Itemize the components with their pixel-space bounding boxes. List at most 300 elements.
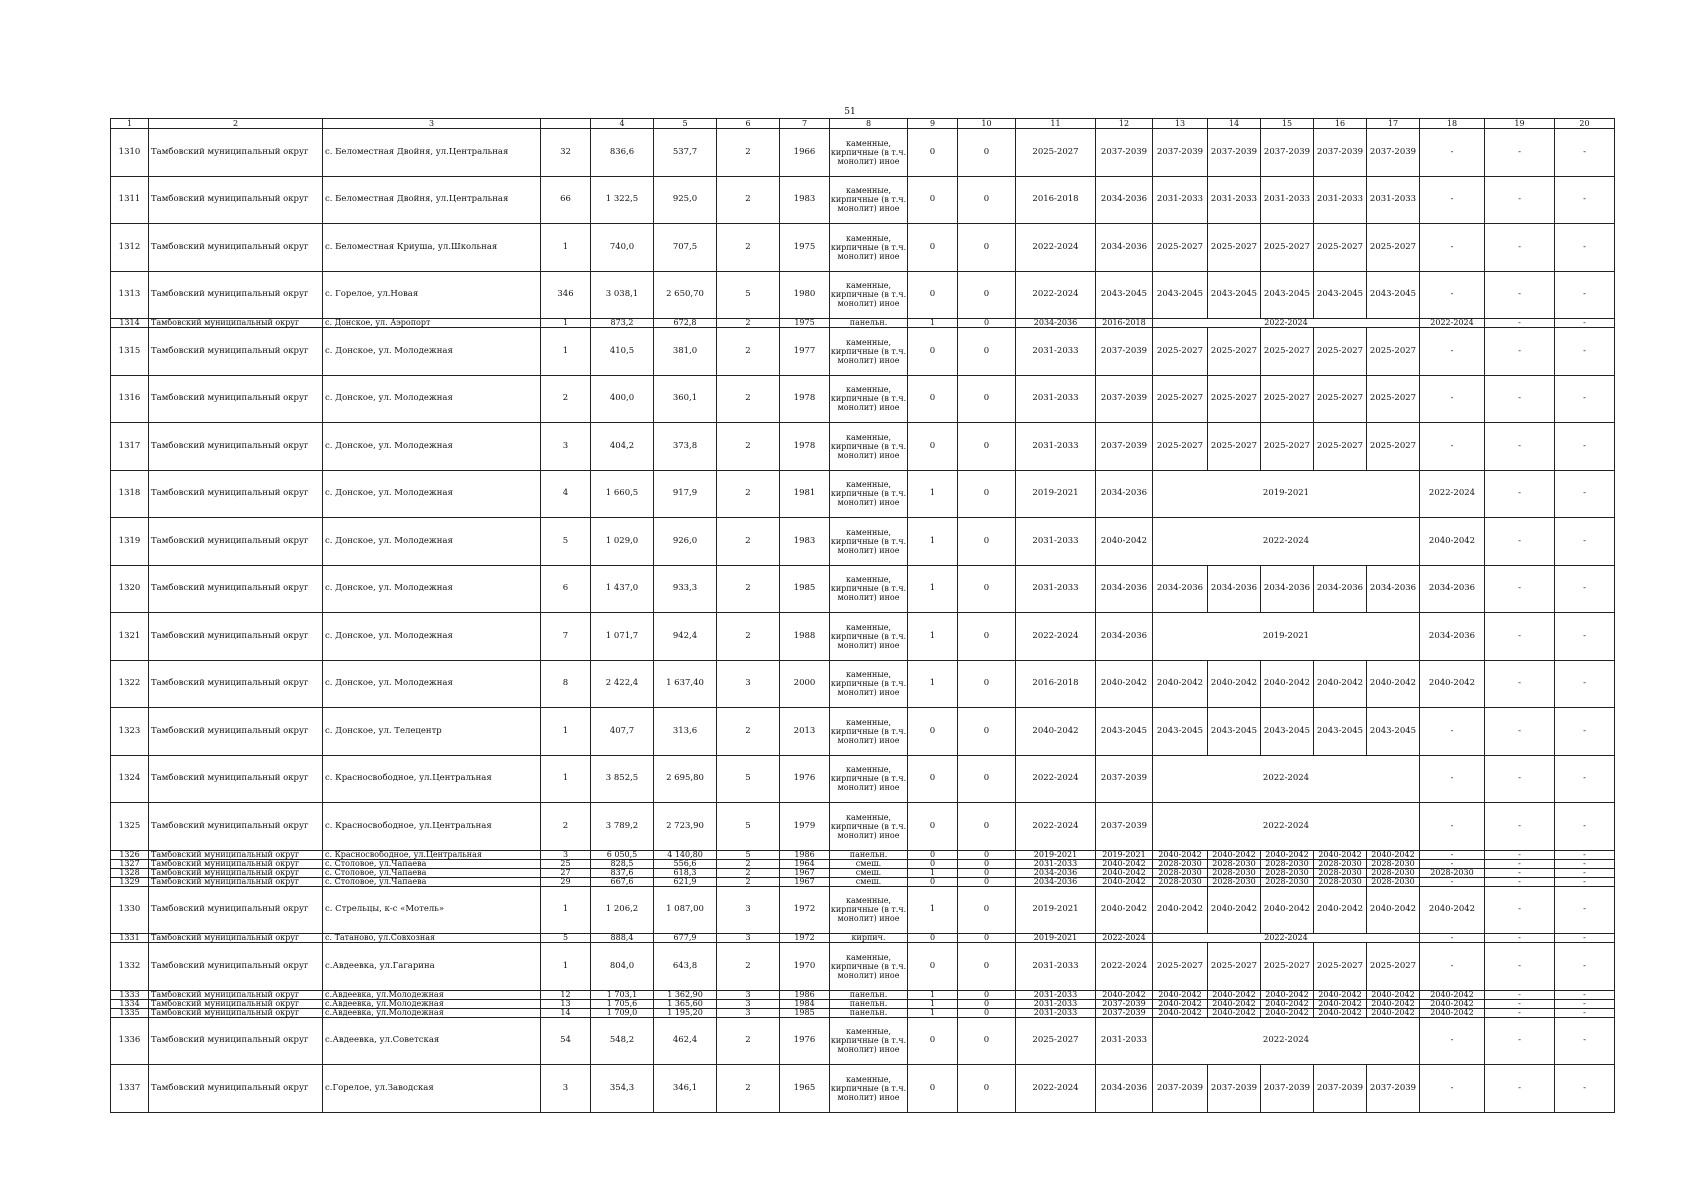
floors-cell: 2 <box>717 708 780 756</box>
living-area-cell: 672,8 <box>654 319 717 328</box>
period-col15-cell: 2040-2042 <box>1261 850 1314 859</box>
column-number: 15 <box>1261 119 1314 129</box>
col19-cell: - <box>1485 613 1555 661</box>
period-col15-cell: 2043-2045 <box>1261 708 1314 756</box>
house-number-cell: 32 <box>541 129 591 177</box>
period-col16-cell: 2037-2039 <box>1314 1065 1367 1113</box>
wall-material-cell: каменные, кирпичные (в т.ч. монолит) иное <box>830 565 908 613</box>
year-built-cell: 1978 <box>780 423 830 471</box>
period-col14-cell: 2037-2039 <box>1208 1065 1261 1113</box>
period-col12-cell: 2040-2042 <box>1096 868 1153 877</box>
period-col12-cell: 2034-2036 <box>1096 1065 1153 1113</box>
year-built-cell: 1966 <box>780 129 830 177</box>
period-col12-cell: 2034-2036 <box>1096 565 1153 613</box>
col9-cell: 0 <box>908 859 958 868</box>
col20-cell: - <box>1555 943 1615 991</box>
row-id: 1337 <box>111 1065 149 1113</box>
col10-cell: 0 <box>958 708 1016 756</box>
period-col12-cell: 2037-2039 <box>1096 423 1153 471</box>
col19-cell: - <box>1485 803 1555 851</box>
floors-cell: 2 <box>717 176 780 224</box>
period-col12-cell: 2037-2039 <box>1096 999 1153 1008</box>
total-area-cell: 1 705,6 <box>591 999 654 1008</box>
year-built-cell: 1972 <box>780 886 830 934</box>
house-number-cell: 1 <box>541 943 591 991</box>
period-col14-cell: 2040-2042 <box>1208 660 1261 708</box>
district-cell: Тамбовский муниципальный округ <box>149 129 323 177</box>
period-col11-cell: 2022-2024 <box>1016 755 1096 803</box>
row-id: 1332 <box>111 943 149 991</box>
col20-cell: - <box>1555 755 1615 803</box>
address-cell: с. Донское, ул. Молодежная <box>323 660 541 708</box>
col20-cell: - <box>1555 999 1615 1008</box>
col19-cell: - <box>1485 1008 1555 1017</box>
floors-cell: 3 <box>717 934 780 943</box>
house-number-cell: 8 <box>541 660 591 708</box>
address-cell: с.Авдеевка, ул.Молодежная <box>323 990 541 999</box>
col10-cell: 0 <box>958 943 1016 991</box>
period-merged-cell: 2019-2021 <box>1153 470 1420 518</box>
year-built-cell: 1986 <box>780 850 830 859</box>
district-cell: Тамбовский муниципальный округ <box>149 999 323 1008</box>
period-col15-cell: 2040-2042 <box>1261 886 1314 934</box>
col19-cell: - <box>1485 943 1555 991</box>
period-col15-cell: 2028-2030 <box>1261 868 1314 877</box>
col10-cell: 0 <box>958 886 1016 934</box>
table-row <box>111 271 1615 319</box>
col9-cell: 0 <box>908 877 958 886</box>
period-col16-cell: 2025-2027 <box>1314 375 1367 423</box>
period-col12-cell: 2034-2036 <box>1096 613 1153 661</box>
table-row <box>111 129 1615 177</box>
row-id: 1334 <box>111 999 149 1008</box>
wall-material-cell: каменные, кирпичные (в т.ч. монолит) иное <box>830 1065 908 1113</box>
col19-cell: - <box>1485 375 1555 423</box>
wall-material-cell: каменные, кирпичные (в т.ч. монолит) иное <box>830 328 908 376</box>
period-col13-cell: 2040-2042 <box>1153 660 1208 708</box>
floors-cell: 3 <box>717 660 780 708</box>
period-merged-cell: 2022-2024 <box>1153 518 1420 566</box>
col10-cell: 0 <box>958 470 1016 518</box>
address-cell: с. Столовое, ул.Чапаева <box>323 877 541 886</box>
year-built-cell: 2013 <box>780 708 830 756</box>
period-col12-cell: 2040-2042 <box>1096 886 1153 934</box>
district-cell: Тамбовский муниципальный округ <box>149 850 323 859</box>
col10-cell: 0 <box>958 999 1016 1008</box>
district-cell: Тамбовский муниципальный округ <box>149 803 323 851</box>
col20-cell: - <box>1555 328 1615 376</box>
period-col12-cell: 2040-2042 <box>1096 877 1153 886</box>
column-number: 3 <box>323 119 541 129</box>
district-cell: Тамбовский муниципальный округ <box>149 224 323 272</box>
living-area-cell: 2 650,70 <box>654 271 717 319</box>
floors-cell: 3 <box>717 1008 780 1017</box>
year-built-cell: 1986 <box>780 990 830 999</box>
period-col17-cell: 2037-2039 <box>1367 1065 1420 1113</box>
house-number-cell: 3 <box>541 850 591 859</box>
year-built-cell: 1972 <box>780 934 830 943</box>
col19-cell: - <box>1485 176 1555 224</box>
row-id: 1333 <box>111 990 149 999</box>
floors-cell: 2 <box>717 877 780 886</box>
col10-cell: 0 <box>958 850 1016 859</box>
house-number-cell: 4 <box>541 470 591 518</box>
period-col16-cell: 2028-2030 <box>1314 859 1367 868</box>
period-col14-cell: 2031-2033 <box>1208 176 1261 224</box>
floors-cell: 2 <box>717 859 780 868</box>
col10-cell: 0 <box>958 375 1016 423</box>
period-col15-cell: 2043-2045 <box>1261 271 1314 319</box>
table-row <box>111 319 1615 328</box>
period-col18-cell: 2040-2042 <box>1420 999 1485 1008</box>
address-cell: с. Красносвободное, ул.Центральная <box>323 850 541 859</box>
col19-cell: - <box>1485 999 1555 1008</box>
column-number: 2 <box>149 119 323 129</box>
house-number-cell: 1 <box>541 886 591 934</box>
period-col13-cell: 2043-2045 <box>1153 271 1208 319</box>
col9-cell: 0 <box>908 271 958 319</box>
table-row <box>111 565 1615 613</box>
floors-cell: 3 <box>717 999 780 1008</box>
period-col13-cell: 2040-2042 <box>1153 886 1208 934</box>
total-area-cell: 1 029,0 <box>591 518 654 566</box>
district-cell: Тамбовский муниципальный округ <box>149 423 323 471</box>
wall-material-cell: каменные, кирпичные (в т.ч. монолит) иное <box>830 708 908 756</box>
col10-cell: 0 <box>958 328 1016 376</box>
table-row <box>111 943 1615 991</box>
column-number: 11 <box>1016 119 1096 129</box>
period-col17-cell: 2043-2045 <box>1367 271 1420 319</box>
wall-material-cell: панельн. <box>830 850 908 859</box>
wall-material-cell: каменные, кирпичные (в т.ч. монолит) иное <box>830 375 908 423</box>
row-id: 1320 <box>111 565 149 613</box>
table-row <box>111 423 1615 471</box>
period-col18-cell: - <box>1420 328 1485 376</box>
column-number <box>541 119 591 129</box>
col9-cell: 1 <box>908 518 958 566</box>
col20-cell: - <box>1555 518 1615 566</box>
period-col14-cell: 2037-2039 <box>1208 129 1261 177</box>
period-col16-cell: 2025-2027 <box>1314 423 1367 471</box>
wall-material-cell: панельн. <box>830 999 908 1008</box>
col10-cell: 0 <box>958 565 1016 613</box>
period-col12-cell: 2040-2042 <box>1096 990 1153 999</box>
table-row <box>111 518 1615 566</box>
address-cell: с. Горелое, ул.Новая <box>323 271 541 319</box>
table-row <box>111 934 1615 943</box>
living-area-cell: 360,1 <box>654 375 717 423</box>
column-number: 7 <box>780 119 830 129</box>
address-cell: с. Красносвободное, ул.Центральная <box>323 755 541 803</box>
period-col14-cell: 2025-2027 <box>1208 943 1261 991</box>
address-cell: с. Беломестная Двойня, ул.Центральная <box>323 129 541 177</box>
address-cell: с.Авдеевка, ул.Советская <box>323 1017 541 1065</box>
year-built-cell: 1970 <box>780 943 830 991</box>
total-area-cell: 740,0 <box>591 224 654 272</box>
district-cell: Тамбовский муниципальный округ <box>149 565 323 613</box>
floors-cell: 2 <box>717 423 780 471</box>
living-area-cell: 2 695,80 <box>654 755 717 803</box>
period-col13-cell: 2028-2030 <box>1153 877 1208 886</box>
period-col16-cell: 2031-2033 <box>1314 176 1367 224</box>
period-col13-cell: 2040-2042 <box>1153 999 1208 1008</box>
wall-material-cell: каменные, кирпичные (в т.ч. монолит) иное <box>830 423 908 471</box>
house-number-cell: 7 <box>541 613 591 661</box>
year-built-cell: 1977 <box>780 328 830 376</box>
district-cell: Тамбовский муниципальный округ <box>149 708 323 756</box>
housing-register-table <box>110 118 1615 1113</box>
living-area-cell: 1 195,20 <box>654 1008 717 1017</box>
floors-cell: 2 <box>717 1017 780 1065</box>
period-col14-cell: 2043-2045 <box>1208 708 1261 756</box>
column-number: 5 <box>654 119 717 129</box>
col19-cell: - <box>1485 886 1555 934</box>
total-area-cell: 873,2 <box>591 319 654 328</box>
house-number-cell: 5 <box>541 934 591 943</box>
period-col11-cell: 2031-2033 <box>1016 328 1096 376</box>
column-number: 17 <box>1367 119 1420 129</box>
living-area-cell: 381,0 <box>654 328 717 376</box>
column-number: 16 <box>1314 119 1367 129</box>
year-built-cell: 1965 <box>780 1065 830 1113</box>
period-col18-cell: - <box>1420 803 1485 851</box>
floors-cell: 2 <box>717 470 780 518</box>
living-area-cell: 925,0 <box>654 176 717 224</box>
period-col12-cell: 2019-2021 <box>1096 850 1153 859</box>
row-id: 1329 <box>111 877 149 886</box>
year-built-cell: 1967 <box>780 868 830 877</box>
living-area-cell: 917,9 <box>654 470 717 518</box>
period-col14-cell: 2028-2030 <box>1208 868 1261 877</box>
period-col16-cell: 2040-2042 <box>1314 990 1367 999</box>
floors-cell: 3 <box>717 990 780 999</box>
period-col12-cell: 2022-2024 <box>1096 943 1153 991</box>
table-row <box>111 990 1615 999</box>
period-col15-cell: 2040-2042 <box>1261 990 1314 999</box>
col19-cell: - <box>1485 1065 1555 1113</box>
period-col15-cell: 2037-2039 <box>1261 1065 1314 1113</box>
col10-cell: 0 <box>958 271 1016 319</box>
total-area-cell: 6 050,5 <box>591 850 654 859</box>
col10-cell: 0 <box>958 868 1016 877</box>
col9-cell: 1 <box>908 990 958 999</box>
year-built-cell: 1985 <box>780 565 830 613</box>
period-col11-cell: 2022-2024 <box>1016 224 1096 272</box>
col9-cell: 0 <box>908 943 958 991</box>
period-col16-cell: 2034-2036 <box>1314 565 1367 613</box>
district-cell: Тамбовский муниципальный округ <box>149 328 323 376</box>
col9-cell: 1 <box>908 886 958 934</box>
period-col16-cell: 2040-2042 <box>1314 886 1367 934</box>
address-cell: с. Донское, ул. Молодежная <box>323 470 541 518</box>
wall-material-cell: каменные, кирпичные (в т.ч. монолит) иное <box>830 613 908 661</box>
period-col11-cell: 2031-2033 <box>1016 423 1096 471</box>
col20-cell: - <box>1555 850 1615 859</box>
total-area-cell: 400,0 <box>591 375 654 423</box>
period-col17-cell: 2028-2030 <box>1367 877 1420 886</box>
col9-cell: 0 <box>908 1065 958 1113</box>
floors-cell: 2 <box>717 565 780 613</box>
total-area-cell: 548,2 <box>591 1017 654 1065</box>
period-col11-cell: 2031-2033 <box>1016 943 1096 991</box>
period-merged-cell: 2022-2024 <box>1153 755 1420 803</box>
period-col14-cell: 2040-2042 <box>1208 850 1261 859</box>
total-area-cell: 1 437,0 <box>591 565 654 613</box>
wall-material-cell: каменные, кирпичные (в т.ч. монолит) иное <box>830 943 908 991</box>
address-cell: с.Авдеевка, ул.Молодежная <box>323 1008 541 1017</box>
period-col11-cell: 2031-2033 <box>1016 375 1096 423</box>
period-col14-cell: 2025-2027 <box>1208 423 1261 471</box>
house-number-cell: 29 <box>541 877 591 886</box>
col19-cell: - <box>1485 518 1555 566</box>
period-col15-cell: 2040-2042 <box>1261 660 1314 708</box>
house-number-cell: 6 <box>541 565 591 613</box>
row-id: 1318 <box>111 470 149 518</box>
period-col16-cell: 2028-2030 <box>1314 868 1367 877</box>
table-row <box>111 224 1615 272</box>
col9-cell: 0 <box>908 1017 958 1065</box>
col20-cell: - <box>1555 224 1615 272</box>
col19-cell: - <box>1485 271 1555 319</box>
address-cell: с. Татаново, ул.Совхозная <box>323 934 541 943</box>
period-col13-cell: 2040-2042 <box>1153 850 1208 859</box>
total-area-cell: 354,3 <box>591 1065 654 1113</box>
col9-cell: 0 <box>908 328 958 376</box>
col20-cell: - <box>1555 1017 1615 1065</box>
house-number-cell: 346 <box>541 271 591 319</box>
row-id: 1326 <box>111 850 149 859</box>
col19-cell: - <box>1485 129 1555 177</box>
period-col11-cell: 2022-2024 <box>1016 271 1096 319</box>
address-cell: с. Донское, ул. Молодежная <box>323 423 541 471</box>
table-row <box>111 999 1615 1008</box>
floors-cell: 2 <box>717 129 780 177</box>
period-col18-cell: 2040-2042 <box>1420 990 1485 999</box>
period-col14-cell: 2040-2042 <box>1208 1008 1261 1017</box>
period-col18-cell: - <box>1420 375 1485 423</box>
period-col16-cell: 2040-2042 <box>1314 1008 1367 1017</box>
period-col12-cell: 2040-2042 <box>1096 660 1153 708</box>
living-area-cell: 313,6 <box>654 708 717 756</box>
col20-cell: - <box>1555 470 1615 518</box>
year-built-cell: 1976 <box>780 1017 830 1065</box>
house-number-cell: 5 <box>541 518 591 566</box>
district-cell: Тамбовский муниципальный округ <box>149 176 323 224</box>
col10-cell: 0 <box>958 877 1016 886</box>
table-row <box>111 470 1615 518</box>
year-built-cell: 1975 <box>780 224 830 272</box>
period-col18-cell: - <box>1420 224 1485 272</box>
wall-material-cell: каменные, кирпичные (в т.ч. монолит) иное <box>830 660 908 708</box>
row-id: 1317 <box>111 423 149 471</box>
wall-material-cell: каменные, кирпичные (в т.ч. монолит) иное <box>830 803 908 851</box>
period-col15-cell: 2025-2027 <box>1261 224 1314 272</box>
row-id: 1312 <box>111 224 149 272</box>
period-col17-cell: 2040-2042 <box>1367 660 1420 708</box>
period-merged-cell: 2022-2024 <box>1153 803 1420 851</box>
row-id: 1319 <box>111 518 149 566</box>
living-area-cell: 621,9 <box>654 877 717 886</box>
period-col11-cell: 2025-2027 <box>1016 129 1096 177</box>
wall-material-cell: смеш. <box>830 859 908 868</box>
period-col13-cell: 2025-2027 <box>1153 943 1208 991</box>
period-col16-cell: 2040-2042 <box>1314 999 1367 1008</box>
column-number: 8 <box>830 119 908 129</box>
period-col15-cell: 2031-2033 <box>1261 176 1314 224</box>
period-col17-cell: 2034-2036 <box>1367 565 1420 613</box>
period-col14-cell: 2040-2042 <box>1208 999 1261 1008</box>
period-col12-cell: 2031-2033 <box>1096 1017 1153 1065</box>
floors-cell: 2 <box>717 518 780 566</box>
period-col18-cell: - <box>1420 859 1485 868</box>
address-cell: с. Столовое, ул.Чапаева <box>323 868 541 877</box>
col10-cell: 0 <box>958 423 1016 471</box>
table-row <box>111 176 1615 224</box>
period-col13-cell: 2037-2039 <box>1153 1065 1208 1113</box>
column-number-row <box>111 119 1615 129</box>
year-built-cell: 1985 <box>780 1008 830 1017</box>
period-col14-cell: 2034-2036 <box>1208 565 1261 613</box>
column-number: 20 <box>1555 119 1615 129</box>
district-cell: Тамбовский муниципальный округ <box>149 1008 323 1017</box>
house-number-cell: 12 <box>541 990 591 999</box>
period-col12-cell: 2037-2039 <box>1096 1008 1153 1017</box>
column-number: 6 <box>717 119 780 129</box>
period-col12-cell: 2037-2039 <box>1096 755 1153 803</box>
col9-cell: 0 <box>908 708 958 756</box>
col9-cell: 0 <box>908 934 958 943</box>
period-col11-cell: 2031-2033 <box>1016 999 1096 1008</box>
total-area-cell: 804,0 <box>591 943 654 991</box>
house-number-cell: 2 <box>541 803 591 851</box>
floors-cell: 2 <box>717 613 780 661</box>
district-cell: Тамбовский муниципальный округ <box>149 1065 323 1113</box>
house-number-cell: 25 <box>541 859 591 868</box>
col10-cell: 0 <box>958 224 1016 272</box>
col19-cell: - <box>1485 850 1555 859</box>
period-col14-cell: 2028-2030 <box>1208 859 1261 868</box>
total-area-cell: 3 789,2 <box>591 803 654 851</box>
period-col17-cell: 2025-2027 <box>1367 224 1420 272</box>
row-id: 1314 <box>111 319 149 328</box>
year-built-cell: 1967 <box>780 877 830 886</box>
total-area-cell: 3 852,5 <box>591 755 654 803</box>
table-row <box>111 850 1615 859</box>
col19-cell: - <box>1485 328 1555 376</box>
wall-material-cell: панельн. <box>830 319 908 328</box>
period-col15-cell: 2028-2030 <box>1261 859 1314 868</box>
living-area-cell: 618,3 <box>654 868 717 877</box>
total-area-cell: 667,6 <box>591 877 654 886</box>
col19-cell: - <box>1485 859 1555 868</box>
col10-cell: 0 <box>958 803 1016 851</box>
col20-cell: - <box>1555 375 1615 423</box>
period-col18-cell: - <box>1420 850 1485 859</box>
col20-cell: - <box>1555 613 1615 661</box>
total-area-cell: 3 038,1 <box>591 271 654 319</box>
table-row <box>111 328 1615 376</box>
col19-cell: - <box>1485 1017 1555 1065</box>
col20-cell: - <box>1555 319 1615 328</box>
period-col18-cell: 2040-2042 <box>1420 1008 1485 1017</box>
period-col13-cell: 2025-2027 <box>1153 423 1208 471</box>
col20-cell: - <box>1555 868 1615 877</box>
period-col12-cell: 2040-2042 <box>1096 859 1153 868</box>
period-col15-cell: 2025-2027 <box>1261 423 1314 471</box>
col20-cell: - <box>1555 660 1615 708</box>
row-id: 1322 <box>111 660 149 708</box>
period-col18-cell: - <box>1420 129 1485 177</box>
